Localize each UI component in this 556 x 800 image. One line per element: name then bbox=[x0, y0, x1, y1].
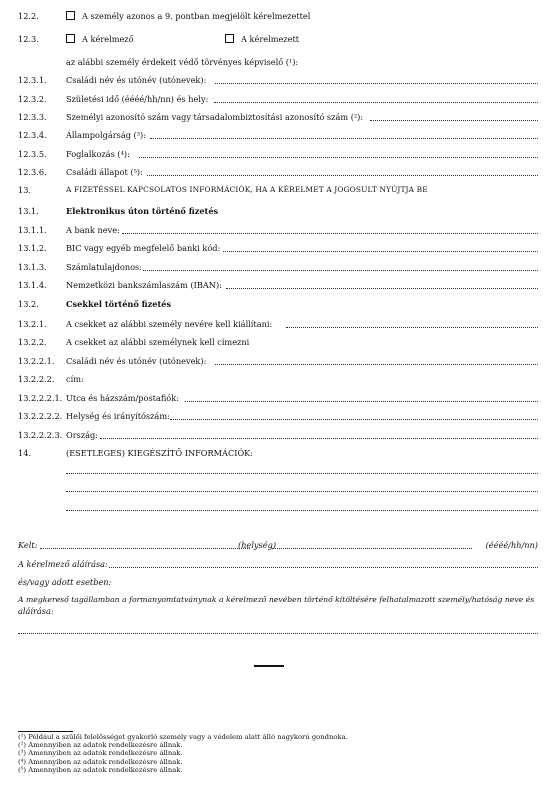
row-number: 12.3.3. bbox=[18, 112, 47, 122]
row-number: 13.1.2. bbox=[18, 243, 47, 253]
section-heading: A FIZETÉSSEL KAPCSOLATOS INFORMÁCIÓK, HA A KÉRELMET A JOGOSULT NYÚJTJA BE bbox=[66, 185, 428, 194]
row-number: 13.1.1. bbox=[18, 225, 47, 235]
row-number: 13.2.2. bbox=[18, 337, 47, 347]
or-where-row bbox=[18, 576, 538, 588]
occupation-input-line[interactable] bbox=[139, 157, 538, 158]
row-number: 13. bbox=[18, 185, 32, 195]
footnote: (³) Amennyiben az adatok rendelkezésre állnak. bbox=[18, 749, 183, 758]
row-number: 12.3.5. bbox=[18, 149, 47, 159]
row-13-2-2-2 bbox=[18, 373, 538, 385]
row-number: 13.2.2.2.2. bbox=[18, 411, 63, 421]
field-label: Foglalkozás (⁴): bbox=[66, 149, 130, 159]
row-13-1-3 bbox=[18, 261, 538, 273]
date-place-row bbox=[18, 539, 538, 551]
row-12-3-6 bbox=[18, 166, 538, 178]
row-13-2-2 bbox=[18, 336, 538, 348]
street-input-line[interactable] bbox=[185, 401, 538, 402]
field-label: Családi név és utónév (utónevek): bbox=[66, 356, 207, 366]
row-number: 12.3.6. bbox=[18, 167, 47, 177]
option-label: A személy azonos a 9. pontban megjelölt kérelmezettel bbox=[82, 11, 311, 21]
field-label: Nemzetközi bankszámlaszám (IBAN): bbox=[66, 280, 222, 290]
checkbox[interactable] bbox=[66, 11, 75, 20]
legal-representative-note: az alábbi személy érdekeit védő törvényes képviselő (¹): bbox=[66, 57, 299, 67]
row-number: 12.2. bbox=[18, 11, 39, 21]
row-13-2-2-2-2 bbox=[18, 410, 538, 422]
field-label: Számlatulajdonos: bbox=[66, 262, 143, 272]
row-number: 13.2. bbox=[18, 299, 39, 309]
bank-name-input-line[interactable] bbox=[122, 233, 538, 234]
subsection-heading: Csekkel történő fizetés bbox=[66, 299, 172, 309]
place-label: (helység) bbox=[238, 540, 277, 550]
field-label: Személyi azonosító szám vagy társadalombiztosítási azonosító szám (²): bbox=[66, 112, 364, 122]
section-heading: (ESETLEGES) KIEGÉSZÍTŐ INFORMÁCIÓK: bbox=[66, 448, 254, 458]
authorised-signature-line[interactable] bbox=[18, 633, 538, 634]
place-input-line[interactable] bbox=[40, 548, 250, 549]
marital-status-input-line[interactable] bbox=[147, 175, 538, 176]
row-12-3-3 bbox=[18, 111, 538, 123]
legal-representative-note-row bbox=[18, 56, 538, 68]
cheque-payee-input-line[interactable] bbox=[286, 327, 538, 328]
row-number: 14. bbox=[18, 448, 32, 458]
row-13-1-2 bbox=[18, 242, 538, 254]
field-label: Állampolgárság (³): bbox=[66, 130, 146, 140]
applicant-signature-line[interactable] bbox=[109, 567, 538, 568]
row-13-2-2-1 bbox=[18, 355, 538, 367]
nationality-input-line[interactable] bbox=[150, 138, 538, 139]
field-label: Ország: bbox=[66, 430, 99, 440]
row-number: 13.2.2.2.3. bbox=[18, 430, 63, 440]
end-separator bbox=[254, 665, 284, 667]
footnotes bbox=[18, 733, 348, 774]
city-postcode-input-line[interactable] bbox=[170, 419, 538, 420]
authorised-signature-label-cont: aláírása: bbox=[18, 606, 54, 616]
row-13-1 bbox=[18, 205, 538, 217]
field-label: Családi név és utónév (utónevek): bbox=[66, 75, 207, 85]
field-label: Utca és házszám/postafiók: bbox=[66, 393, 179, 403]
additional-info-line[interactable] bbox=[66, 510, 538, 511]
row-number: 13.2.2.1. bbox=[18, 356, 55, 366]
row-13-1-1 bbox=[18, 224, 538, 236]
footnote: (⁴) Amennyiben az adatok rendelkezésre állnak. bbox=[18, 757, 183, 766]
row-number: 13.1.3. bbox=[18, 262, 47, 272]
additional-info-line[interactable] bbox=[66, 491, 538, 492]
row-number: 13.2.1. bbox=[18, 319, 47, 329]
row-12-3-2 bbox=[18, 93, 538, 105]
footnote: (¹) Például a szülői felelősséget gyakorló személy vagy a védelem alatt álló nagykorú gondnoka. bbox=[18, 733, 348, 741]
row-13-2-2-2-3 bbox=[18, 429, 538, 441]
row-13-1-4 bbox=[18, 279, 538, 291]
recipient-name-input-line[interactable] bbox=[215, 364, 538, 365]
row-14 bbox=[18, 447, 538, 459]
option-label: A kérelmezett bbox=[241, 34, 300, 44]
same-as-respondent-option[interactable] bbox=[66, 10, 310, 22]
row-number: 12.3.1. bbox=[18, 75, 47, 85]
row-12-3-5 bbox=[18, 148, 538, 160]
applicant-option[interactable] bbox=[66, 33, 134, 45]
field-label: BIC vagy egyéb megfelelő banki kód: bbox=[66, 243, 221, 253]
birth-input-line[interactable] bbox=[214, 102, 538, 103]
row-13-2 bbox=[18, 298, 538, 310]
footnote: (⁵) Amennyiben az adatok rendelkezésre állnak. bbox=[18, 765, 183, 774]
subsection-heading: Elektronikus úton történő fizetés bbox=[66, 206, 219, 216]
bic-input-line[interactable] bbox=[223, 251, 538, 252]
checkbox[interactable] bbox=[225, 34, 234, 43]
applicant-signature-row bbox=[18, 558, 538, 570]
row-number: 13.1.4. bbox=[18, 280, 47, 290]
row-13 bbox=[18, 184, 538, 196]
field-label: Családi állapot (⁵): bbox=[66, 167, 143, 177]
field-label: Helység és irányítószám: bbox=[66, 411, 170, 421]
row-number: 12.3.4. bbox=[18, 130, 47, 140]
row-number: 13.2.2.2.1. bbox=[18, 393, 63, 403]
row-12-3-4 bbox=[18, 129, 538, 141]
checkbox[interactable] bbox=[66, 34, 75, 43]
row-number: 13.2.2.2. bbox=[18, 374, 55, 384]
authorised-signature-row-2 bbox=[18, 605, 538, 617]
footnote-rule bbox=[18, 731, 73, 732]
applicant-signature-label: A kérelmező aláírása: bbox=[18, 559, 108, 569]
or-where-label: és/vagy adott esetben: bbox=[18, 577, 112, 587]
row-13-2-1 bbox=[18, 318, 538, 330]
field-label: A bank neve: bbox=[66, 225, 120, 235]
name-input-line[interactable] bbox=[215, 83, 538, 84]
row-12-3-1 bbox=[18, 74, 538, 86]
row-12-3 bbox=[18, 33, 538, 45]
date-input-line[interactable] bbox=[272, 548, 472, 549]
authorised-signature-label: A megkereső tagállamban a formanyomtatványnak a kérelmező nevében történő kitöltésére felhatalmazott személy/hatóság neve és bbox=[18, 595, 535, 604]
additional-info-line[interactable] bbox=[66, 473, 538, 474]
account-holder-input-line[interactable] bbox=[143, 270, 538, 271]
iban-input-line[interactable] bbox=[226, 288, 538, 289]
row-13-2-2-2-1 bbox=[18, 392, 538, 404]
row-number: 12.3. bbox=[18, 34, 39, 44]
respondent-option[interactable] bbox=[225, 33, 299, 45]
date-label: Kelt: bbox=[18, 540, 38, 550]
row-12-2 bbox=[18, 10, 538, 22]
footnote: (²) Amennyiben az adatok rendelkezésre állnak. bbox=[18, 741, 183, 750]
id-number-input-line[interactable] bbox=[370, 120, 538, 121]
row-number: 13.1. bbox=[18, 206, 39, 216]
date-format-label: (éééé/hh/nn) bbox=[485, 540, 538, 550]
field-label: Születési idő (éééé/hh/nn) és hely: bbox=[66, 94, 209, 104]
field-label: cím: bbox=[66, 374, 84, 384]
field-label: A csekket az alábbi személynek kell címezni bbox=[66, 337, 250, 347]
option-label: A kérelmező bbox=[82, 34, 134, 44]
row-number: 12.3.2. bbox=[18, 94, 47, 104]
field-label: A csekket az alábbi személy nevére kell kiállítani: bbox=[66, 319, 273, 329]
country-input-line[interactable] bbox=[100, 438, 538, 439]
